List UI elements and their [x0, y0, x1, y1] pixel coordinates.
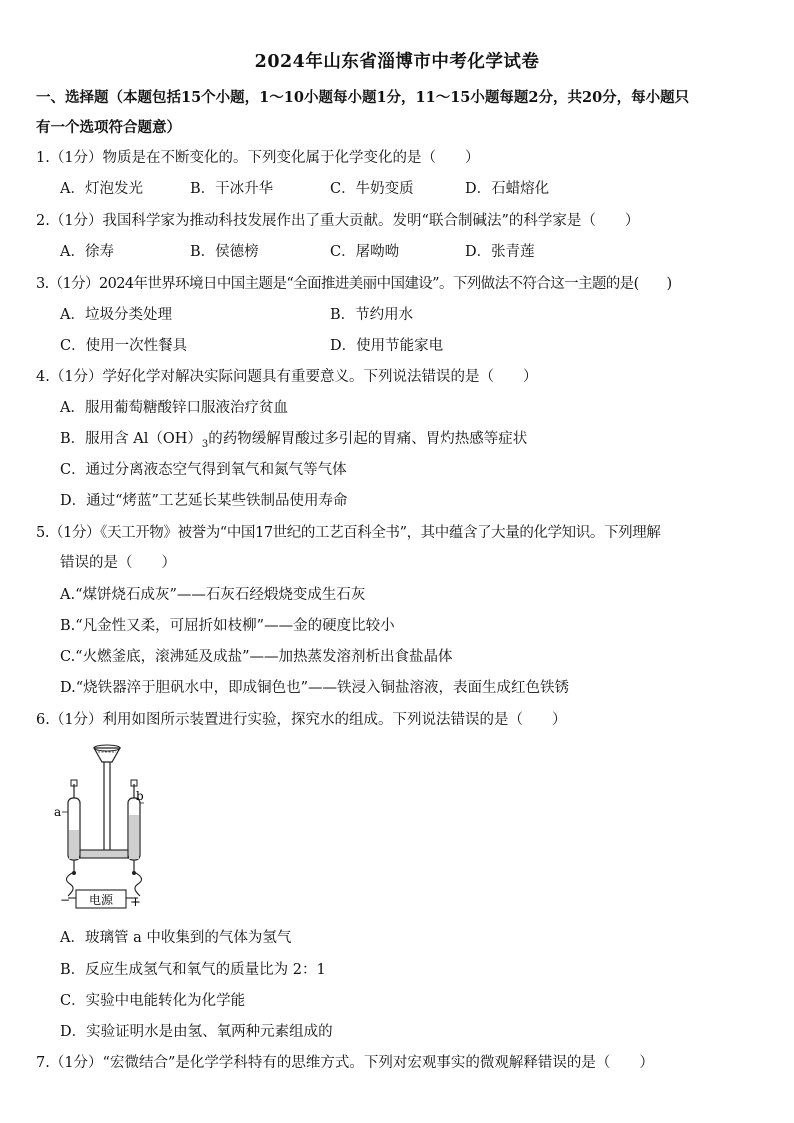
question-4-option-b-tail: 的药物缓解胃酸过多引起的胃痛、胃灼热感等症状	[208, 431, 528, 447]
question-4-stem: 4.（1分）学好化学对解决实际问题具有重要意义。下列说法错误的是（ ）	[36, 369, 538, 385]
question-6-option-a: A．玻璃管 a 中收集到的气体为氢气	[60, 930, 292, 946]
question-5-option-d: D.“烧铁器淬于胆矾水中，即成铜色也”——铁浸入铜盐溶液，表面生成红色铁锈	[60, 680, 570, 696]
question-6-stem: 6.（1分）利用如图所示装置进行实验，探究水的组成。下列说法错误的是（ ）	[36, 712, 567, 728]
question-3-option-d: D．使用节能家电	[330, 338, 444, 354]
question-2-option-a: A．徐寿	[60, 244, 114, 260]
question-4-option-b-subscript: 3	[201, 438, 209, 450]
question-5-stem: 5.（1分）《天工开物》被誉为“中国17世纪的工艺百科全书”，其中蕴含了大量的化学知识。下列理解	[36, 525, 661, 541]
question-1-option-c: C．牛奶变质	[330, 181, 414, 197]
question-1-option-a: A．灯泡发光	[60, 181, 143, 197]
question-3-stem: 3.（1分）2024年世界环境日中国主题是“全面推进美丽中国建设”。下列做法不符合这一主题的是( )	[36, 276, 672, 292]
question-7-stem: 7.（1分）“宏微结合”是化学学科特有的思维方式。下列对宏观事实的微观解释错误的是（ ）	[36, 1055, 654, 1071]
question-6-option-d: D．实验证明水是由氢、氧两种元素组成的	[60, 1024, 333, 1040]
question-1-stem: 1.（1分）物质是在不断变化的。下列变化属于化学变化的是（ ）	[36, 150, 480, 166]
question-5-option-c: C.“火燃釜底，滚沸延及成盐”——加热蒸发溶剂析出食盐晶体	[60, 649, 453, 665]
figure-label-a: a	[54, 805, 62, 819]
question-2-option-b: B．侯德榜	[190, 244, 259, 260]
question-6-option-b: B．反应生成氢气和氧气的质量比为 2：1	[60, 962, 326, 978]
question-4-option-b	[60, 429, 527, 455]
question-4-option-a: A．服用葡萄糖酸锌口服液治疗贫血	[60, 400, 288, 416]
figure-label-b: b	[136, 789, 144, 803]
question-2-stem: 2.（1分）我国科学家为推动科技发展作出了重大贡献。发明“联合制碱法”的科学家是（ ）	[36, 213, 640, 229]
question-5-option-a: A.“煤饼烧石成灰”——石灰石经煅烧变成生石灰	[60, 587, 366, 603]
question-2-option-c: C．屠呦呦	[330, 244, 400, 260]
section-heading-line1: 一、选择题（本题包括15个小题，1～10小题每小题1分，11～15小题每题2分，共20分，每小题只	[36, 89, 690, 106]
section-heading-line2: 有一个选项符合题意）	[36, 119, 181, 136]
question-3-option-b: B．节约用水	[330, 307, 414, 323]
question-1-option-d: D．石蜡熔化	[465, 181, 550, 197]
question-5-option-b: B.“凡金性又柔，可屈折如枝柳”——金的硬度比较小	[60, 618, 395, 634]
question-2-option-d: D．张青莲	[465, 244, 535, 260]
question-4-option-c: C．通过分离液态空气得到氧气和氮气等气体	[60, 462, 347, 478]
figure-minus-label: −	[60, 893, 71, 907]
question-5-stem-cont: 错误的是（ ）	[60, 555, 176, 571]
question-1-option-b: B．干冰升华	[190, 181, 274, 197]
question-3-option-a: A．垃圾分类处理	[60, 307, 172, 323]
question-6-option-c: C．实验中电能转化为化学能	[60, 993, 246, 1009]
question-4-option-d: D．通过“烤蓝”工艺延长某些铁制品使用寿命	[60, 493, 348, 509]
question-3-option-c: C．使用一次性餐具	[60, 338, 188, 354]
electrolysis-apparatus-diagram	[54, 740, 144, 920]
question-4-option-b-head: B．服用含 Al（OH）	[60, 431, 202, 447]
electrolysis-apparatus-figure	[54, 740, 144, 920]
page-title: 2024年山东省淄博市中考化学试卷	[254, 52, 540, 72]
figure-plus-label: +	[130, 895, 141, 910]
figure-power-label: 电源	[88, 893, 114, 907]
